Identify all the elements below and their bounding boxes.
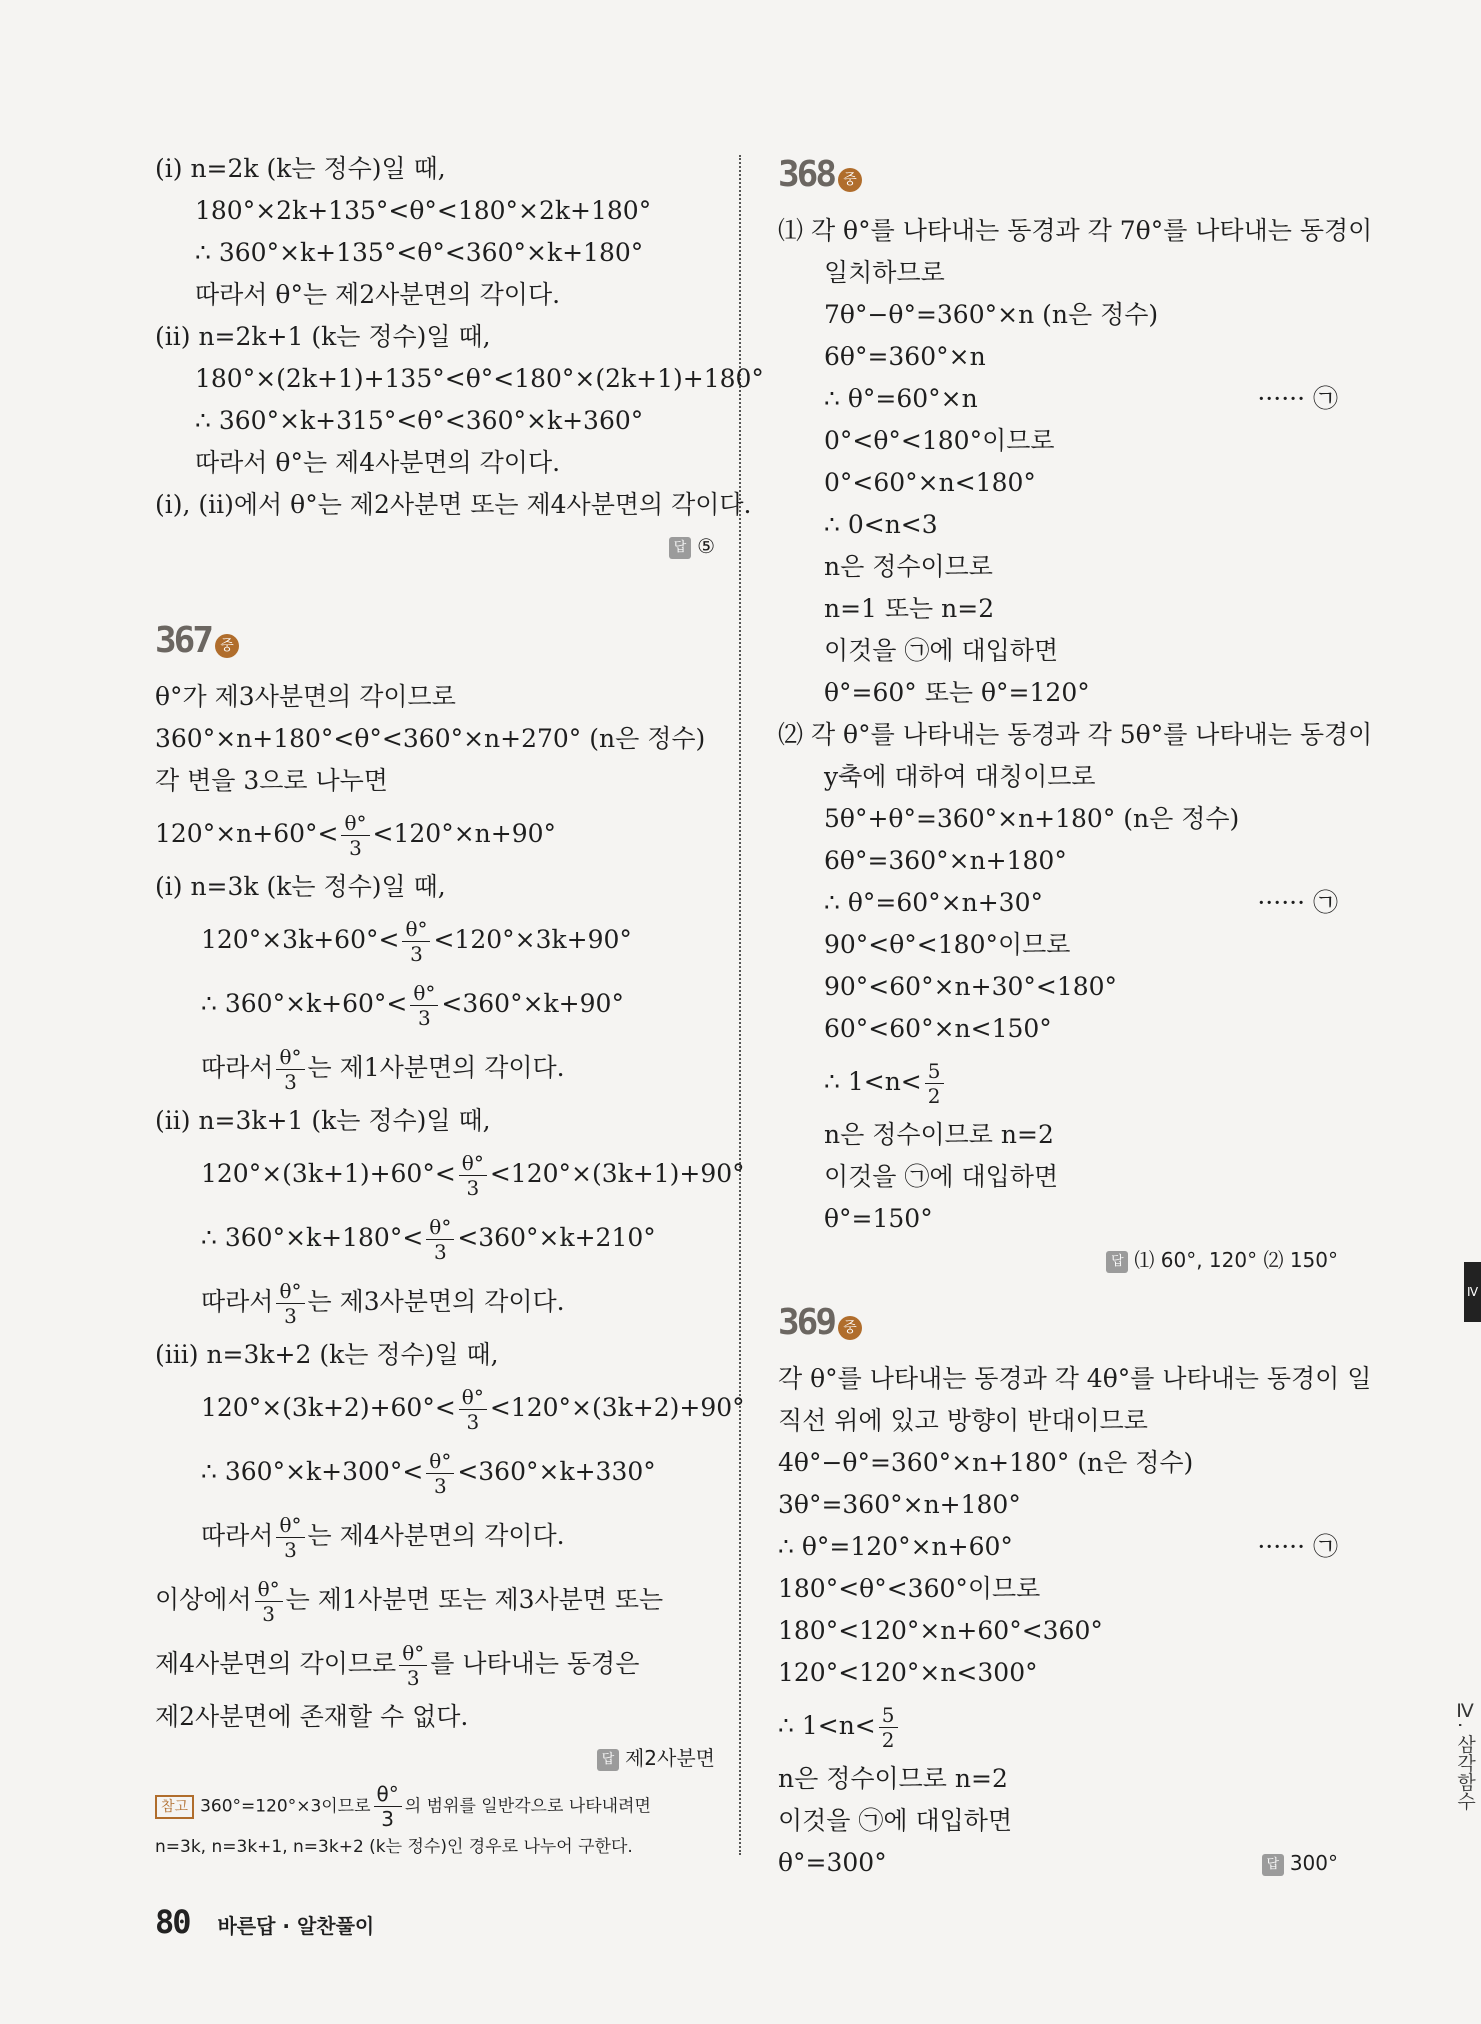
expr-left: 따라서 <box>201 1053 274 1082</box>
frac-den: 3 <box>284 1304 297 1328</box>
frac-den: 3 <box>410 942 423 966</box>
expr-left: 120°×(3k+2)+60°< <box>201 1393 456 1422</box>
fraction <box>341 813 369 858</box>
difficulty-badge: 중 <box>838 168 862 192</box>
frac-den: 3 <box>262 1602 275 1626</box>
solution-line: 제2사분면에 존재할 수 없다. <box>155 1702 469 1731</box>
solution-line <box>155 1270 715 1334</box>
expr-right: 는 제1사분면 또는 제3사분면 또는 <box>285 1585 664 1614</box>
fraction <box>410 983 438 1028</box>
frac-num: θ° <box>426 1217 454 1240</box>
answer-368 <box>778 1240 1338 1280</box>
answer-value: ⑴ 60°, 120° ⑵ 150° <box>1134 1248 1338 1272</box>
fraction <box>255 1579 283 1624</box>
frac-num: θ° <box>426 1451 454 1474</box>
frac-den: 3 <box>418 1006 431 1030</box>
fraction <box>925 1061 944 1106</box>
expr-right: <120°×3k+90° <box>433 925 632 954</box>
fraction <box>426 1451 454 1496</box>
solution-line: n은 정수이므로 n=2 <box>778 1764 1008 1793</box>
solution-line: (ⅰ) n=2k (k는 정수)일 때, <box>155 154 446 183</box>
frac-num: θ° <box>276 1281 304 1304</box>
frac-den: 3 <box>433 1474 447 1498</box>
solution-line: 4θ°−θ°=360°×n+180° (n은 정수) <box>778 1448 1194 1477</box>
solution-line: 이것을 ㉠에 대입하면 <box>824 636 1059 665</box>
answer-369 <box>1262 1842 1338 1884</box>
frac-num: θ° <box>374 1784 402 1807</box>
note-text: 의 범위를 일반각으로 나타내려면 <box>404 1796 651 1817</box>
expr-left: 120°×3k+60°< <box>201 925 400 954</box>
solution-line: ⑴ 각 θ°를 나타내는 동경과 각 7θ°를 나타내는 동경이 <box>778 216 1373 245</box>
expr: ∴ θ°=60°×n+30° <box>824 888 1043 917</box>
solution-line <box>155 1206 715 1270</box>
expr-left: 따라서 <box>201 1287 274 1316</box>
fraction <box>459 1387 487 1432</box>
chapter-title: Ⅳ. 삼각함수 <box>1454 1700 1476 1811</box>
solution-line <box>155 1376 745 1440</box>
solution-line: ∴ 360°×k+135°<θ°<360°×k+180° <box>195 238 644 267</box>
solution-line <box>778 1694 1338 1758</box>
note-text: 360°=120°×3이므로 <box>200 1796 371 1817</box>
solution-line: n=1 또는 n=2 <box>824 594 995 623</box>
footer-title: 바른답 · 알찬풀이 <box>217 1914 375 1938</box>
answer-value: 제2사분면 <box>624 1746 715 1770</box>
case-heading: (ⅱ) n=3k+1 (k는 정수)일 때, <box>155 1106 491 1135</box>
answer-tag: 답 <box>669 537 691 559</box>
solution-line <box>778 1526 1338 1568</box>
difficulty-badge: 중 <box>838 1316 862 1340</box>
note-line <box>155 1784 715 1829</box>
solution-line: 각 변을 3으로 나누면 <box>155 766 388 795</box>
solution-line: 5θ°+θ°=360°×n+180° (n은 정수) <box>824 804 1240 833</box>
frac-den: 3 <box>284 1070 297 1094</box>
column-divider <box>739 155 741 1855</box>
solution-line: 180°<120°×n+60°<360° <box>778 1616 1103 1645</box>
solution-line: y축에 대하여 대칭이므로 <box>824 762 1096 791</box>
expr-left: 이상에서 <box>155 1585 252 1614</box>
frac-num: θ° <box>459 1153 487 1176</box>
frac-num: 5 <box>925 1061 944 1084</box>
solution-line <box>155 908 715 972</box>
frac-den: 3 <box>433 1240 447 1264</box>
solution-line: n은 정수이므로 <box>824 552 993 581</box>
expr-right: <120°×n+90° <box>372 819 557 848</box>
page-footer <box>155 1903 374 1941</box>
solution-line <box>778 378 1338 420</box>
fraction <box>276 1281 304 1326</box>
answer-value: ⑤ <box>697 534 715 558</box>
left-column <box>155 148 764 1865</box>
fraction <box>879 1705 898 1750</box>
solution-line: 이것을 ㉠에 대입하면 <box>824 1162 1059 1191</box>
solution-line: 0°<θ°<180°이므로 <box>824 426 1055 455</box>
expr-left: 따라서 <box>201 1521 274 1550</box>
solution-line: 6θ°=360°×n+180° <box>824 846 1067 875</box>
solution-line <box>778 1842 1338 1884</box>
case-heading: (ⅲ) n=3k+2 (k는 정수)일 때, <box>155 1340 499 1369</box>
answer-366 <box>155 526 715 566</box>
solution-line: 직선 위에 있고 방향이 반대이므로 <box>778 1406 1148 1435</box>
expr-left: ∴ 1<n< <box>824 1067 922 1096</box>
solution-line: ⑵ 각 θ°를 나타내는 동경과 각 5θ°를 나타내는 동경이 <box>778 720 1373 749</box>
solution-line: θ°=150° <box>824 1204 933 1233</box>
fraction <box>402 919 430 964</box>
expr-right: 는 제1사분면의 각이다. <box>307 1053 565 1082</box>
solution-line: (ⅱ) n=2k+1 (k는 정수)일 때, <box>155 322 491 351</box>
fraction <box>426 1217 454 1262</box>
expr: θ°=300° <box>778 1848 887 1877</box>
frac-den: 3 <box>349 836 362 860</box>
problem-368-header <box>778 140 1338 210</box>
frac-den: 3 <box>284 1538 297 1562</box>
solution-line: 180°×2k+135°<θ°<180°×2k+180° <box>195 196 652 225</box>
frac-num: θ° <box>255 1579 283 1602</box>
solution-line: (ⅰ), (ⅱ)에서 θ°는 제2사분면 또는 제4사분면의 각이다. <box>155 490 752 519</box>
expr-right: 는 제3사분면의 각이다. <box>307 1287 565 1316</box>
answer-tag: 답 <box>1262 1854 1284 1876</box>
frac-num: θ° <box>276 1515 304 1538</box>
note-tag: 참고 <box>155 1795 194 1819</box>
solution-line <box>155 1440 715 1504</box>
solution-line <box>155 1036 715 1100</box>
solution-line <box>778 1050 1338 1114</box>
frac-num: 5 <box>879 1705 898 1728</box>
solution-line: 180°<θ°<360°이므로 <box>778 1574 1041 1603</box>
frac-den: 3 <box>466 1176 480 1200</box>
fraction <box>459 1153 487 1198</box>
solution-line <box>155 1568 715 1632</box>
expr-right: <360°×k+330° <box>457 1457 656 1486</box>
solution-line: ∴ 0<n<3 <box>824 510 938 539</box>
problem-number: 369 <box>778 1302 835 1343</box>
solution-line: n은 정수이므로 n=2 <box>824 1120 1054 1149</box>
frac-num: θ° <box>341 813 369 836</box>
fraction <box>276 1515 304 1560</box>
answer-367 <box>155 1738 715 1778</box>
frac-den: 3 <box>406 1666 420 1690</box>
problem-369-header <box>778 1288 1338 1358</box>
expr-right: <120°×(3k+1)+90° <box>489 1159 745 1188</box>
solution-line <box>155 1504 715 1568</box>
answer-value: 300° <box>1289 1851 1338 1875</box>
frac-den: 3 <box>381 1807 395 1831</box>
equation-marker: ······ ㉠ <box>1257 384 1338 413</box>
case-heading: (ⅰ) n=3k (k는 정수)일 때, <box>155 872 446 901</box>
difficulty-badge: 중 <box>215 634 239 658</box>
expr-left: 제4사분면의 각이므로 <box>155 1649 397 1678</box>
frac-num: θ° <box>459 1387 487 1410</box>
expr-left: ∴ 1<n< <box>778 1711 876 1740</box>
expr-left: ∴ 360°×k+300°< <box>201 1457 424 1486</box>
fraction <box>276 1047 304 1092</box>
solution-line <box>155 1632 715 1696</box>
solution-line: ∴ 360°×k+315°<θ°<360°×k+360° <box>195 406 644 435</box>
expr-right: <120°×(3k+2)+90° <box>489 1393 745 1422</box>
frac-num: θ° <box>402 919 430 942</box>
frac-num: θ° <box>399 1643 427 1666</box>
solution-line: 90°<θ°<180°이므로 <box>824 930 1071 959</box>
solution-line: 이것을 ㉠에 대입하면 <box>778 1806 1013 1835</box>
answer-tag: 답 <box>597 1749 619 1771</box>
solution-line <box>778 882 1338 924</box>
problem-367-header <box>155 606 715 676</box>
solution-line: 각 θ°를 나타내는 동경과 각 4θ°를 나타내는 동경이 일 <box>778 1364 1372 1393</box>
expr: ∴ θ°=120°×n+60° <box>778 1532 1013 1561</box>
frac-num: θ° <box>276 1047 304 1070</box>
solution-line: 120°<120°×n<300° <box>778 1658 1038 1687</box>
solution-line: 180°×(2k+1)+135°<θ°<180°×(2k+1)+180° <box>195 364 764 393</box>
frac-num: θ° <box>410 983 438 1006</box>
fraction <box>399 1643 427 1688</box>
frac-den: 2 <box>881 1728 895 1752</box>
solution-line <box>155 802 715 866</box>
problem-number: 367 <box>155 620 212 661</box>
solution-line: 0°<60°×n<180° <box>824 468 1036 497</box>
solution-line: 360°×n+180°<θ°<360°×n+270° (n은 정수) <box>155 724 706 753</box>
solution-line: 따라서 θ°는 제4사분면의 각이다. <box>195 448 561 477</box>
frac-den: 2 <box>927 1084 941 1108</box>
solution-line: 7θ°−θ°=360°×n (n은 정수) <box>824 300 1159 329</box>
chapter-tab: Ⅳ <box>1464 1262 1481 1322</box>
problem-number: 368 <box>778 154 835 195</box>
equation-marker: ······ ㉠ <box>1257 1532 1338 1561</box>
expr-right: <360°×k+210° <box>457 1223 656 1252</box>
right-column <box>778 148 1373 1884</box>
expr-left: ∴ 360°×k+60°< <box>201 989 408 1018</box>
expr-left: ∴ 360°×k+180°< <box>201 1223 424 1252</box>
solution-line: 90°<60°×n+30°<180° <box>824 972 1118 1001</box>
solution-line: 따라서 θ°는 제2사분면의 각이다. <box>195 280 561 309</box>
expr-right: <360°×k+90° <box>441 989 624 1018</box>
expr-left: 120°×n+60°< <box>155 819 339 848</box>
solution-line: θ°가 제3사분면의 각이므로 <box>155 682 456 711</box>
solution-line: 일치하므로 <box>824 258 945 287</box>
expr-left: 120°×(3k+1)+60°< <box>201 1159 456 1188</box>
fraction <box>374 1784 402 1829</box>
solution-line: 3θ°=360°×n+180° <box>778 1490 1021 1519</box>
note-line: n=3k, n=3k+1, n=3k+2 (k는 정수)인 경우로 나누어 구한다. <box>155 1837 633 1857</box>
solution-line: 6θ°=360°×n <box>824 342 986 371</box>
frac-den: 3 <box>466 1410 480 1434</box>
answer-tag: 답 <box>1106 1251 1128 1273</box>
solution-line: 60°<60°×n<150° <box>824 1014 1052 1043</box>
solution-line <box>155 972 715 1036</box>
equation-marker: ······ ㉠ <box>1257 888 1338 917</box>
expr-right: 를 나타내는 동경은 <box>430 1649 640 1678</box>
expr-right: 는 제4사분면의 각이다. <box>307 1521 565 1550</box>
expr: ∴ θ°=60°×n <box>824 384 978 413</box>
page-number: 80 <box>155 1903 190 1941</box>
reference-note <box>155 1784 715 1865</box>
solution-line <box>155 1142 745 1206</box>
solution-line: θ°=60° 또는 θ°=120° <box>824 678 1090 707</box>
